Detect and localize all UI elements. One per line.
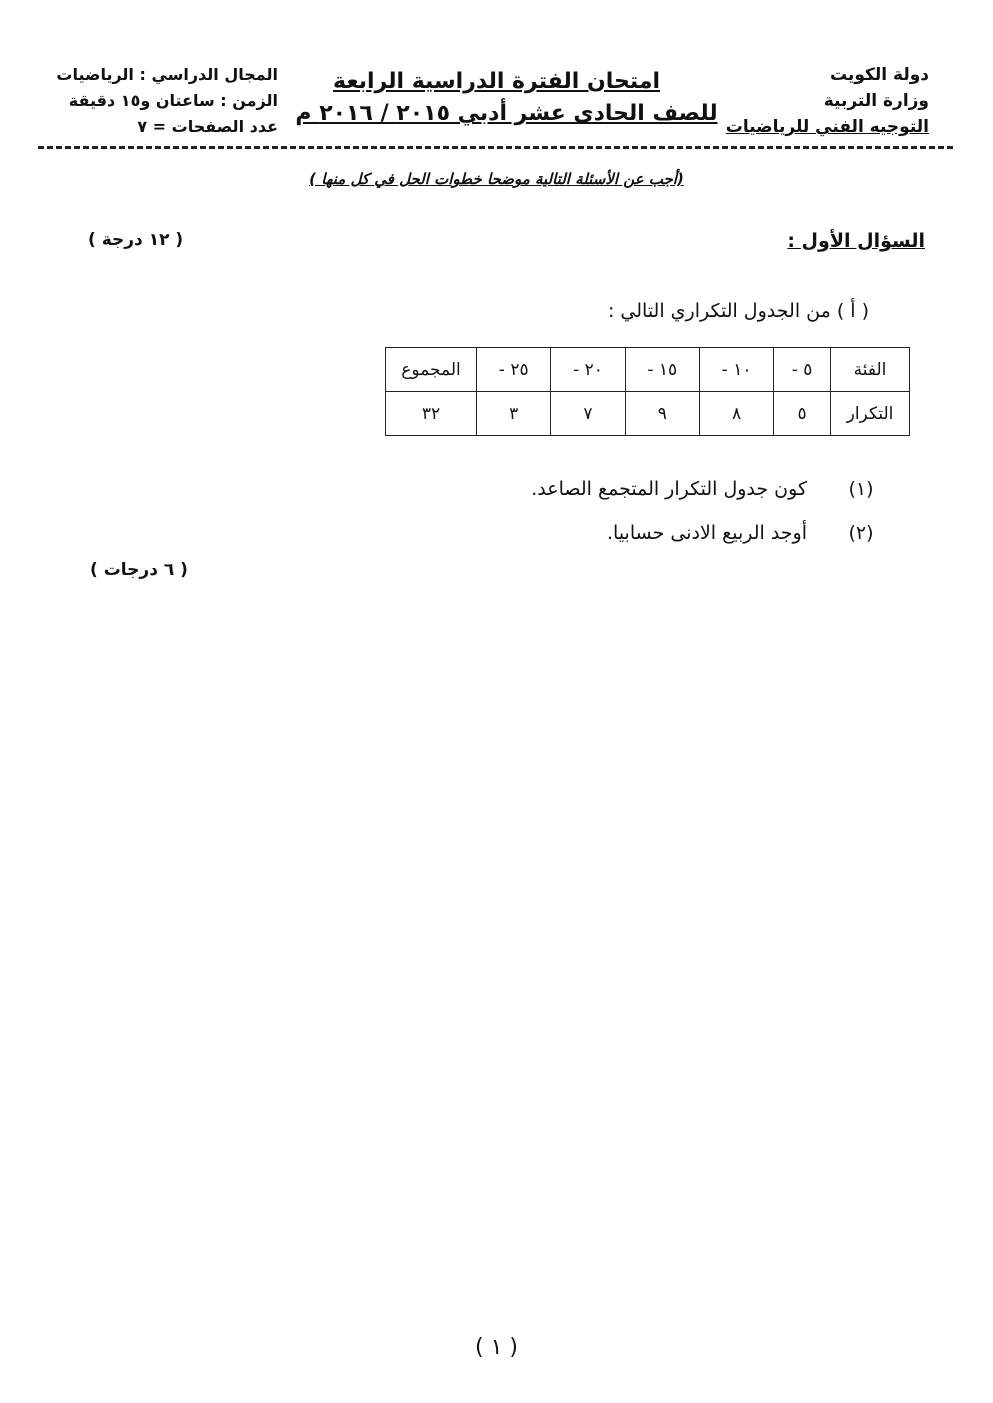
list-item [531, 478, 885, 500]
item-number: (٢) [848, 522, 874, 544]
part-a-intro: ( أ ) من الجدول التكراري التالي : [607, 300, 869, 322]
item-text: أوجد الربيع الادنى حسابيا. [606, 522, 807, 544]
page-number: ( ١ ) [475, 1335, 518, 1360]
question-grade: ( ١٢ درجة ) [88, 230, 184, 250]
part-grade: ( ٦ درجات ) [90, 560, 188, 580]
table-cell: ٧ [551, 392, 625, 436]
subject-field: المجال الدراسي : الرياضيات [56, 65, 278, 84]
header-divider [38, 146, 953, 149]
table-cell: ١٥ - [625, 348, 699, 392]
table-cell: ٢٠ - [551, 348, 625, 392]
table-cell: ٢٥ - [477, 348, 551, 392]
table-cell: ٨ [699, 392, 773, 436]
department-name: التوجيه الفني للرياضيات [725, 117, 929, 137]
exam-title: امتحان الفترة الدراسية الرابعة [332, 69, 661, 94]
ministry-name: وزارة التربية [823, 91, 929, 111]
table-cell: التكرار [831, 392, 910, 436]
pages-field: عدد الصفحات = ٧ [137, 117, 278, 136]
time-field: الزمن : ساعتان و١٥ دقيقة [68, 91, 278, 110]
table-cell: الفئة [831, 348, 910, 392]
country-name: دولة الكويت [829, 65, 929, 85]
table-cell: المجموع [386, 348, 477, 392]
list-item [607, 522, 885, 544]
table-header-row [386, 348, 910, 392]
table-cell: ٥ - [774, 348, 831, 392]
table-cell: ٣ [477, 392, 551, 436]
table-cell: ٩ [625, 392, 699, 436]
table-cell: ٥ [774, 392, 831, 436]
question-title: السؤال الأول : [787, 230, 925, 252]
frequency-table [385, 347, 910, 436]
exam-subtitle: للصف الحادى عشر أدبي ٢٠١٥ / ٢٠١٦ م [295, 101, 718, 126]
instructions: (أجب عن الأسئلة التالية موضحا خطوات الحل في كل منها ) [309, 170, 684, 188]
header-left-block [46, 62, 278, 140]
table-row [386, 392, 910, 436]
table-cell: ١٠ - [699, 348, 773, 392]
table-cell: ٣٢ [386, 392, 477, 436]
item-number: (١) [848, 478, 874, 500]
item-text: كون جدول التكرار المتجمع الصاعد. [531, 478, 807, 500]
